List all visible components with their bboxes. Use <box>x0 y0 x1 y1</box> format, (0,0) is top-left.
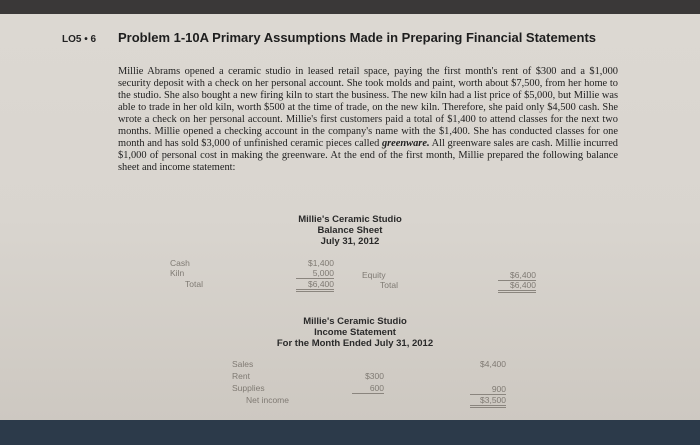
balance-sheet-title: Balance Sheet <box>317 225 383 236</box>
problem-paragraph-1: Millie Abrams opened a ceramic studio in leased retail space, paying the first month's rent of $300 and a $1,000 security deposit with a check on her personal account. She took molds and paint, worth about $7,500, from her home to the studio. She also bought a new firing kiln to start the business. The new kiln had a list price of $5,000, but Millie was able to trade in her old kiln, worth $500 at the time of trade, on the new kiln. Therefore, she paid only $4,500 cash. She wrote a check on her personal account. Millie's first customers paid a total of $1,400 to attend classes for the next two months. Millie opened a checking account in the company's name with the $1,400. She has conducted classes for one month and has sold $3,000 of unfinished ceramic pieces called <box>118 66 618 149</box>
income-statement-company: Millie's Ceramic Studio <box>303 316 407 327</box>
bs-total-value: $6,400 <box>296 279 334 292</box>
bs-equity-label: Equity <box>362 270 386 280</box>
income-statement-title: Income Statement <box>314 327 396 338</box>
problem-title: Problem 1-10A Primary Assumptions Made in Preparing Financial Statements <box>118 30 597 45</box>
learning-objective-tag: LO5 • 6 <box>62 34 97 45</box>
bs-equity-total: $6,400 <box>498 280 536 293</box>
balance-sheet-header <box>270 214 430 247</box>
textbook-page <box>0 14 700 422</box>
is-sales-value: $4,400 <box>480 359 506 369</box>
is-expenses-total: 900 <box>470 384 506 395</box>
is-net-income-label: Net income <box>246 395 289 405</box>
problem-description <box>118 66 618 174</box>
bs-kiln-value: 5,000 <box>296 268 334 279</box>
is-sales-label: Sales <box>232 359 254 369</box>
problem-paragraph-2: All greenware sales are cash. Millie incurred $1,000 of personal cost in making the greenware. At the end of the first month, Millie prepared the following balance sheet and income statement: <box>118 138 619 173</box>
balance-sheet-company: Millie's Ceramic Studio <box>298 214 402 225</box>
greenware-term: greenware. <box>381 138 430 149</box>
bs-total-label: Total <box>185 279 203 289</box>
bs-cash-label: Cash <box>170 258 190 268</box>
is-rent-label: Rent <box>232 371 250 381</box>
income-statement-period: For the Month Ended July 31, 2012 <box>276 338 434 349</box>
balance-sheet-date: July 31, 2012 <box>320 236 380 247</box>
bs-equity-total-label: Total <box>380 280 398 290</box>
is-rent-value: $300 <box>365 371 384 381</box>
is-net-income-value: $3,500 <box>470 395 506 408</box>
bottom-bar <box>0 420 700 445</box>
bs-cash-value: $1,400 <box>308 258 334 268</box>
is-supplies-label: Supplies <box>232 383 265 393</box>
is-supplies-value: 600 <box>352 383 384 394</box>
income-statement-header <box>260 316 450 349</box>
bs-equity-value: $6,400 <box>498 270 536 281</box>
bs-kiln-label: Kiln <box>170 268 185 278</box>
